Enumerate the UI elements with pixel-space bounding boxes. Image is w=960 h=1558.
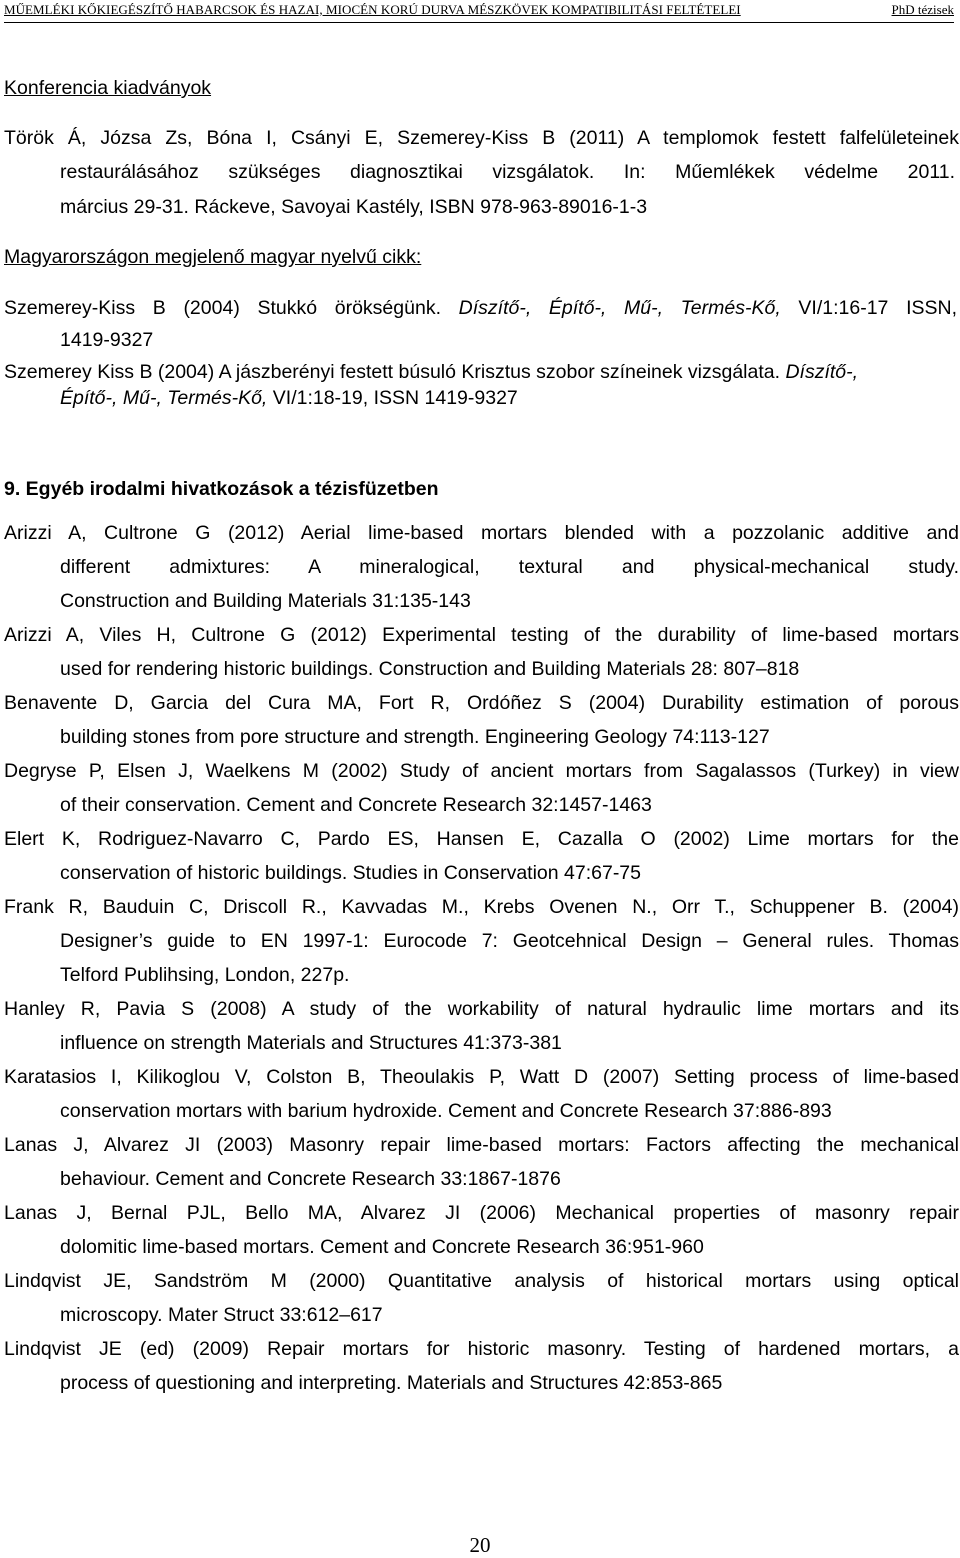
reference-continuation-line: Telford Publihsing, London, 227p. bbox=[60, 964, 350, 986]
reference-first-line: Benavente D, Garcia del Cura MA, Fort R, Ordóñez S (2004) Durability estimation of porous bbox=[4, 692, 959, 714]
hungarian-item-2-tail: VI/1:18-19, ISSN 1419-9327 bbox=[272, 387, 518, 409]
reference-first-line: Arizzi A, Cultrone G (2012) Aerial lime-based mortars blended with a pozzolanic additive and bbox=[4, 522, 959, 544]
hungarian-item-2-journal2: Építő-, Mű-, Termés-Kő, bbox=[60, 387, 268, 409]
reference-continuation-line: dolomitic lime-based mortars. Cement and Concrete Research 36:951-960 bbox=[60, 1236, 704, 1258]
hungarian-item-1-text: Szemerey-Kiss B (2004) Stukkó örökségünk. bbox=[4, 297, 441, 319]
reference-first-line: Elert K, Rodriguez-Navarro C, Pardo ES, Hansen E, Cazalla O (2002) Lime mortars for the bbox=[4, 828, 959, 850]
reference-item bbox=[4, 1332, 959, 1400]
reference-item bbox=[4, 822, 959, 890]
reference-first-line: Lanas J, Alvarez JI (2003) Masonry repair lime-based mortars: Factors affecting the mechanical bbox=[4, 1134, 959, 1156]
reference-continuation-line: Construction and Building Materials 31:135-143 bbox=[60, 590, 471, 612]
reference-item bbox=[4, 992, 959, 1060]
reference-first-line: Karatasios I, Kilikoglou V, Colston B, Theoulakis P, Watt D (2007) Setting process of lime-based bbox=[4, 1066, 959, 1088]
reference-continuation-line: building stones from pore structure and strength. Engineering Geology 74:113-127 bbox=[60, 726, 770, 748]
reference-item bbox=[4, 516, 959, 618]
reference-first-line: Frank R, Bauduin C, Driscoll R., Kavvadas M., Krebs Ovenen N., Orr T., Schuppener B. (2004) bbox=[4, 896, 959, 918]
reference-continuation-line: microscopy. Mater Struct 33:612–617 bbox=[60, 1304, 383, 1326]
reference-continuation-line: process of questioning and interpreting. Materials and Structures 42:853-865 bbox=[60, 1372, 723, 1394]
reference-continuation-line: Designer’s guide to EN 1997-1: Eurocode 7: Geotcehnical Design – General rules. Thomas bbox=[60, 930, 959, 952]
page-header bbox=[4, 0, 954, 23]
hungarian-item-1-journal: Díszítő-, Építő-, Mű-, Termés-Kő, bbox=[458, 297, 781, 319]
hungarian-item-2-line2 bbox=[60, 386, 518, 410]
conference-item-line3: március 29-31. Ráckeve, Savoyai Kastély, ISBN 978-963-89016-1-3 bbox=[60, 196, 648, 218]
reference-item bbox=[4, 1128, 959, 1196]
reference-first-line: Lanas J, Bernal PJL, Bello MA, Alvarez JI (2006) Mechanical properties of masonry repair bbox=[4, 1202, 959, 1224]
reference-item bbox=[4, 754, 959, 822]
hungarian-item-2-line1 bbox=[4, 360, 858, 384]
hungarian-item-2-journal1: Díszítő-, bbox=[785, 361, 859, 383]
reference-continuation-line: conservation of historic buildings. Studies in Conservation 47:67-75 bbox=[60, 862, 642, 884]
header-title: MŰEMLÉKI KŐKIEGÉSZÍTŐ HABARCSOK ÉS HAZAI, MIOCÉN KORÚ DURVA MÉSZKÖVEK KOMPATIBILITÁSI FELTÉTELEI bbox=[4, 2, 741, 17]
reference-continuation-line: influence on strength Materials and Structures 41:373-381 bbox=[60, 1032, 562, 1054]
hungarian-item-2-text: Szemerey Kiss B (2004) A jászberényi festett búsuló Krisztus szobor színeinek vizsgálata. bbox=[4, 361, 781, 383]
reference-first-line: Lindqvist JE, Sandström M (2000) Quantitative analysis of historical mortars using optical bbox=[4, 1270, 959, 1292]
section-9-heading: 9. Egyéb irodalmi hivatkozások a tézisfüzetben bbox=[4, 478, 439, 500]
reference-item bbox=[4, 1264, 959, 1332]
reference-first-line: Hanley R, Pavia S (2008) A study of the workability of natural hydraulic lime mortars and its bbox=[4, 998, 959, 1020]
reference-item bbox=[4, 686, 959, 754]
hungarian-item-1-line2: 1419-9327 bbox=[60, 329, 154, 351]
page-number: 20 bbox=[469, 1533, 491, 1557]
conference-item-line2: restaurálásához szükséges diagnosztikai vizsgálatok. In: Műemlékek védelme 2011. bbox=[60, 161, 955, 183]
hungarian-heading: Magyarországon megjelenő magyar nyelvű cikk: bbox=[4, 246, 422, 268]
conference-item-line1: Török Á, Józsa Zs, Bóna I, Csányi E, Szemerey-Kiss B (2011) A templomok festett falfelületeinek bbox=[4, 127, 959, 149]
conference-heading: Konferencia kiadványok bbox=[4, 77, 212, 99]
reference-item bbox=[4, 618, 959, 686]
reference-continuation-line: conservation mortars with barium hydroxide. Cement and Concrete Research 37:886-893 bbox=[60, 1100, 832, 1122]
reference-first-line: Lindqvist JE (ed) (2009) Repair mortars for historic masonry. Testing of hardened mortars, a bbox=[4, 1338, 959, 1360]
reference-continuation-line: used for rendering historic buildings. Construction and Building Materials 28: 807–818 bbox=[60, 658, 800, 680]
reference-item bbox=[4, 1060, 959, 1128]
hungarian-item-1-tail: VI/1:16-17 ISSN, bbox=[798, 297, 957, 319]
reference-first-line: Arizzi A, Viles H, Cultrone G (2012) Experimental testing of the durability of lime-based mortars bbox=[4, 624, 959, 646]
reference-first-line: Degryse P, Elsen J, Waelkens M (2002) Study of ancient mortars from Sagalassos (Turkey) in view bbox=[4, 760, 959, 782]
header-right-label: PhD tézisek bbox=[891, 2, 954, 17]
reference-continuation-line: behaviour. Cement and Concrete Research 33:1867-1876 bbox=[60, 1168, 561, 1190]
reference-continuation-line: different admixtures: A mineralogical, textural and physical-mechanical study. bbox=[60, 556, 959, 578]
reference-item bbox=[4, 890, 959, 992]
reference-continuation-line: of their conservation. Cement and Concrete Research 32:1457-1463 bbox=[60, 794, 652, 816]
reference-item bbox=[4, 1196, 959, 1264]
hungarian-item-1-line1 bbox=[4, 296, 957, 320]
